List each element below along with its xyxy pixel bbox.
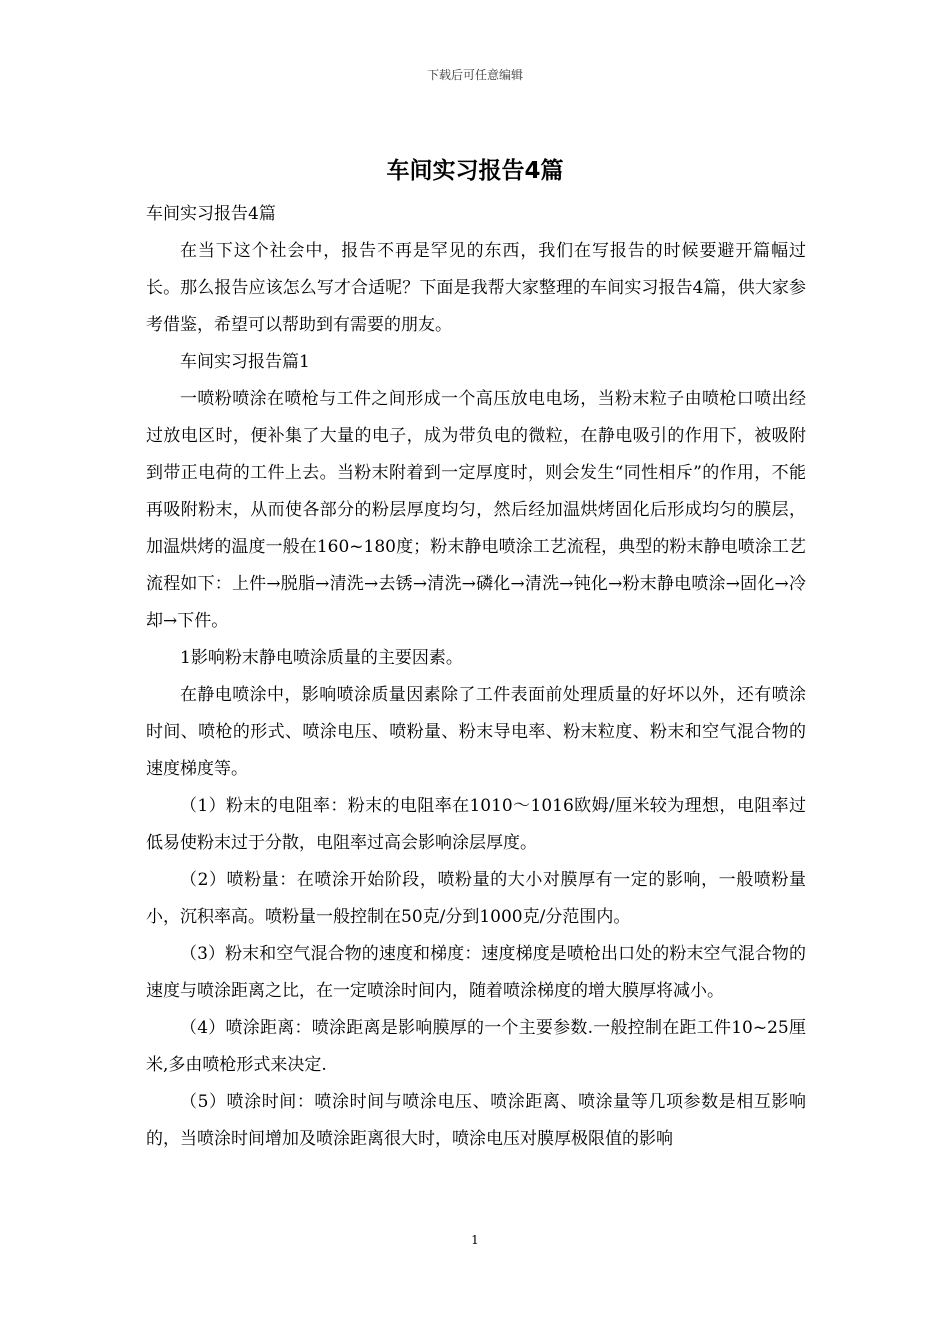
document-title: 车间实习报告4篇 — [386, 158, 564, 184]
list-item: （5）喷涂时间：喷涂时间与喷涂电压、喷涂距离、喷涂量等几项参数是相互影响的，当喷涂时间增加及喷涂距离很大时，喷涂电压对膜厚极限值的影响 — [146, 1092, 806, 1149]
list-item: （1）粉末的电阻率：粉末的电阻率在1010～1016欧姆/厘米较为理想，电阻率过低易使粉末过于分散，电阻率过高会影响涂层厚度。 — [146, 796, 806, 853]
body-paragraph: 一喷粉喷涂在喷枪与工件之间形成一个高压放电电场，当粉末粒子由喷枪口喷出经过放电区时，便补集了大量的电子，成为带负电的微粒，在静电吸引的作用下，被吸附到带正电荷的工件上去。当粉末附着到一定厚度时，则会发生“同性相斥”的作用，不能再吸附粉末，从而使各部分的粉层厚度均匀，然后经加温烘烤固化后形成均匀的膜层，加温烘烤的温度一般在160~180度；粉末静电喷涂工艺流程，典型的粉末静电喷涂工艺流程如下：上件→脱脂→清洗→去锈→清洗→磷化→清洗→钝化→粉末静电喷涂→固化→冷却→下件。 — [146, 389, 806, 631]
body-paragraph: 在静电喷涂中，影响喷涂质量因素除了工件表面前处理质量的好坏以外，还有喷涂时间、喷枪的形式、喷涂电压、喷粉量、粉末导电率、粉末粒度、粉末和空气混合物的速度梯度等。 — [146, 685, 806, 779]
section-heading: 车间实习报告篇1 — [180, 352, 310, 372]
header-note: 下载后可任意编辑 — [426, 68, 523, 82]
subtitle-paragraph: 车间实习报告4篇 — [146, 204, 276, 224]
intro-paragraph: 在当下这个社会中，报告不再是罕见的东西，我们在写报告的时候要避开篇幅过长。那么报告应该怎么写才合适呢？下面是我帮大家整理的车间实习报告4篇，供大家参考借鉴，希望可以帮助到有需要的朋友。 — [146, 241, 806, 335]
list-item: （4）喷涂距离：喷涂距离是影响膜厚的一个主要参数.一般控制在距工件10~25厘米,多由喷枪形式来决定. — [146, 1018, 806, 1075]
page-number: 1 — [471, 1233, 479, 1247]
subsection-heading: 1影响粉末静电喷涂质量的主要因素。 — [180, 648, 463, 668]
list-item: （2）喷粉量：在喷涂开始阶段，喷粉量的大小对膜厚有一定的影响，一般喷粉量小，沉积率高。喷粉量一般控制在50克/分到1000克/分范围内。 — [146, 870, 806, 927]
list-item: （3）粉末和空气混合物的速度和梯度：速度梯度是喷枪出口处的粉末空气混合物的速度与喷涂距离之比，在一定喷涂时间内，随着喷涂梯度的增大膜厚将减小。 — [146, 944, 806, 1001]
document-body — [146, 196, 806, 1158]
